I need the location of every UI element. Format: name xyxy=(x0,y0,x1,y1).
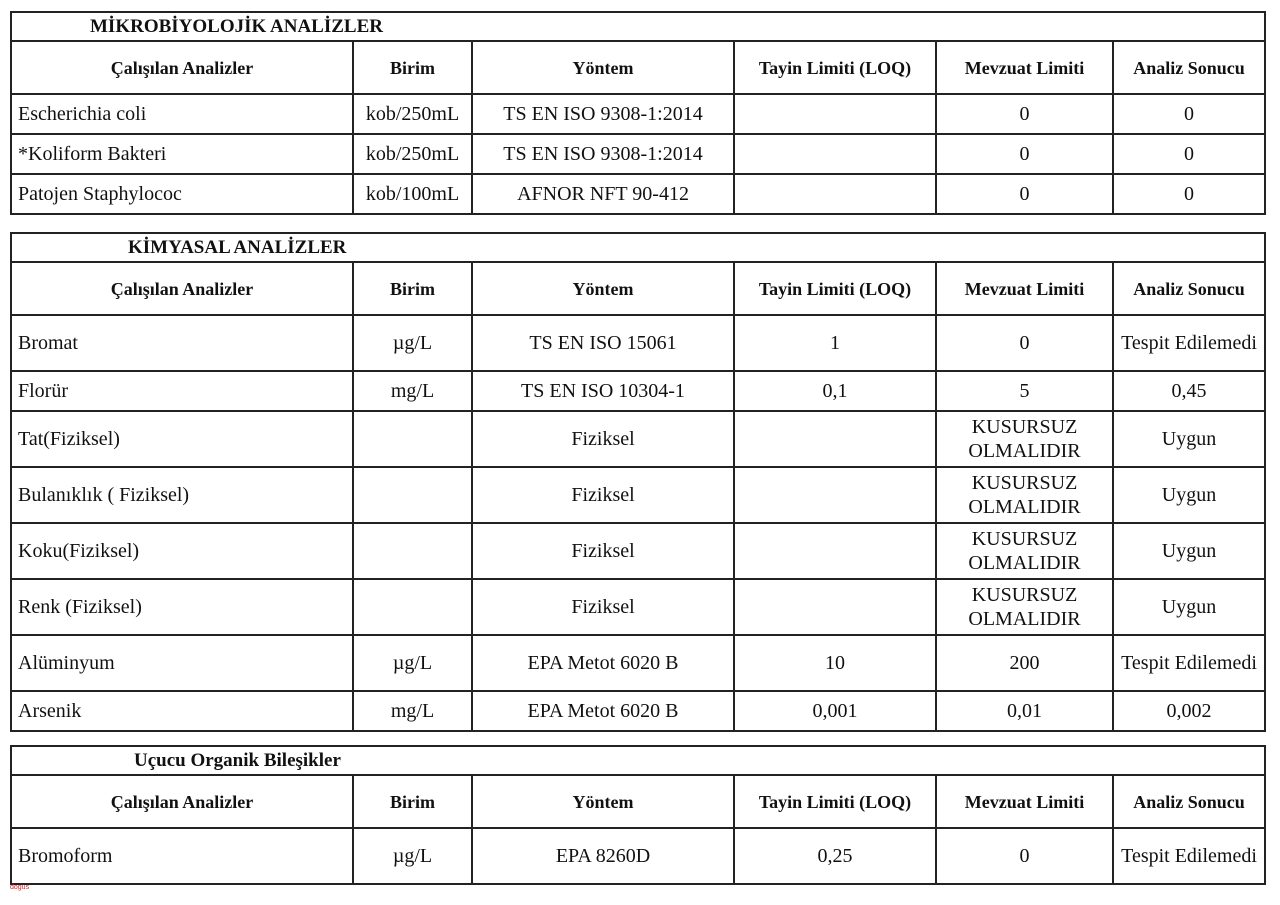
unit: mg/L xyxy=(353,371,472,411)
col-header-unit: Birim xyxy=(353,41,472,94)
analysis-name: Bromat xyxy=(11,315,353,371)
regulation-limit: 0 xyxy=(936,174,1113,214)
regulation-limit: 200 xyxy=(936,635,1113,691)
loq xyxy=(734,94,936,134)
regulation-limit: KUSURSUZ OLMALIDIR xyxy=(936,411,1113,467)
method: Fiziksel xyxy=(472,411,734,467)
col-header-result: Analiz Sonucu xyxy=(1113,775,1265,828)
result: Uygun xyxy=(1113,411,1265,467)
result: Uygun xyxy=(1113,523,1265,579)
loq xyxy=(734,174,936,214)
loq xyxy=(734,467,936,523)
result: 0 xyxy=(1113,134,1265,174)
unit xyxy=(353,411,472,467)
method: TS EN ISO 15061 xyxy=(472,315,734,371)
col-header-unit: Birim xyxy=(353,775,472,828)
loq xyxy=(734,579,936,635)
method: Fiziksel xyxy=(472,579,734,635)
analysis-name: Alüminyum xyxy=(11,635,353,691)
table-row xyxy=(11,94,1265,134)
loq: 0,1 xyxy=(734,371,936,411)
watermark-text: dogus xyxy=(10,884,30,891)
regulation-limit: 0,01 xyxy=(936,691,1113,731)
col-header-result: Analiz Sonucu xyxy=(1113,262,1265,315)
regulation-limit: 0 xyxy=(936,315,1113,371)
table-row xyxy=(11,523,1265,579)
result: 0,002 xyxy=(1113,691,1265,731)
table-row xyxy=(11,579,1265,635)
method: Fiziksel xyxy=(472,467,734,523)
microbiology-section xyxy=(10,11,1264,215)
unit xyxy=(353,467,472,523)
col-header-regulation-limit: Mevzuat Limiti xyxy=(936,262,1113,315)
microbiology-table xyxy=(10,11,1266,215)
result: 0 xyxy=(1113,174,1265,214)
unit: kob/250mL xyxy=(353,94,472,134)
section-title: KİMYASAL ANALİZLER xyxy=(128,236,347,258)
col-header-loq: Tayin Limiti (LOQ) xyxy=(734,41,936,94)
result: Tespit Edilemedi xyxy=(1113,315,1265,371)
method: EPA 8260D xyxy=(472,828,734,884)
table-row xyxy=(11,315,1265,371)
method: EPA Metot 6020 B xyxy=(472,691,734,731)
analysis-name: Koku(Fiziksel) xyxy=(11,523,353,579)
method: TS EN ISO 10304-1 xyxy=(472,371,734,411)
unit xyxy=(353,579,472,635)
col-header-loq: Tayin Limiti (LOQ) xyxy=(734,262,936,315)
regulation-limit: KUSURSUZ OLMALIDIR xyxy=(936,579,1113,635)
method: AFNOR NFT 90-412 xyxy=(472,174,734,214)
col-header-loq: Tayin Limiti (LOQ) xyxy=(734,775,936,828)
result: Tespit Edilemedi xyxy=(1113,828,1265,884)
voc-section xyxy=(10,745,1264,885)
method: Fiziksel xyxy=(472,523,734,579)
table-row xyxy=(11,134,1265,174)
chemical-table xyxy=(10,232,1266,732)
result: 0,45 xyxy=(1113,371,1265,411)
result: Tespit Edilemedi xyxy=(1113,635,1265,691)
method: TS EN ISO 9308-1:2014 xyxy=(472,134,734,174)
unit: kob/250mL xyxy=(353,134,472,174)
regulation-limit: 0 xyxy=(936,94,1113,134)
unit: kob/100mL xyxy=(353,174,472,214)
table-row xyxy=(11,635,1265,691)
col-header-regulation-limit: Mevzuat Limiti xyxy=(936,775,1113,828)
section-title: Uçucu Organik Bileşikler xyxy=(134,749,341,771)
result: Uygun xyxy=(1113,579,1265,635)
loq xyxy=(734,523,936,579)
regulation-limit: 0 xyxy=(936,134,1113,174)
regulation-limit: 5 xyxy=(936,371,1113,411)
result: Uygun xyxy=(1113,467,1265,523)
table-row xyxy=(11,828,1265,884)
section-title: MİKROBİYOLOJİK ANALİZLER xyxy=(90,15,383,37)
method: EPA Metot 6020 B xyxy=(472,635,734,691)
col-header-regulation-limit: Mevzuat Limiti xyxy=(936,41,1113,94)
analysis-name: Patojen Staphylococ xyxy=(11,174,353,214)
method: TS EN ISO 9308-1:2014 xyxy=(472,94,734,134)
analysis-name: Bromoform xyxy=(11,828,353,884)
loq xyxy=(734,134,936,174)
loq xyxy=(734,411,936,467)
result: 0 xyxy=(1113,94,1265,134)
col-header-method: Yöntem xyxy=(472,262,734,315)
chemical-section xyxy=(10,232,1264,732)
table-row xyxy=(11,174,1265,214)
col-header-analysis: Çalışılan Analizler xyxy=(11,41,353,94)
table-row xyxy=(11,411,1265,467)
unit: mg/L xyxy=(353,691,472,731)
table-row xyxy=(11,467,1265,523)
loq: 10 xyxy=(734,635,936,691)
unit xyxy=(353,523,472,579)
analysis-name: Bulanıklık ( Fiziksel) xyxy=(11,467,353,523)
loq: 0,001 xyxy=(734,691,936,731)
unit: µg/L xyxy=(353,828,472,884)
analysis-name: Renk (Fiziksel) xyxy=(11,579,353,635)
analysis-name: Florür xyxy=(11,371,353,411)
regulation-limit: KUSURSUZ OLMALIDIR xyxy=(936,523,1113,579)
table-row xyxy=(11,371,1265,411)
unit: µg/L xyxy=(353,315,472,371)
loq: 0,25 xyxy=(734,828,936,884)
regulation-limit: KUSURSUZ OLMALIDIR xyxy=(936,467,1113,523)
analysis-name: Tat(Fiziksel) xyxy=(11,411,353,467)
col-header-unit: Birim xyxy=(353,262,472,315)
regulation-limit: 0 xyxy=(936,828,1113,884)
loq: 1 xyxy=(734,315,936,371)
col-header-analysis: Çalışılan Analizler xyxy=(11,262,353,315)
table-row xyxy=(11,691,1265,731)
col-header-method: Yöntem xyxy=(472,775,734,828)
voc-table xyxy=(10,745,1266,885)
col-header-method: Yöntem xyxy=(472,41,734,94)
analysis-name: Escherichia coli xyxy=(11,94,353,134)
unit: µg/L xyxy=(353,635,472,691)
col-header-result: Analiz Sonucu xyxy=(1113,41,1265,94)
analysis-name: Arsenik xyxy=(11,691,353,731)
analysis-name: *Koliform Bakteri xyxy=(11,134,353,174)
col-header-analysis: Çalışılan Analizler xyxy=(11,775,353,828)
